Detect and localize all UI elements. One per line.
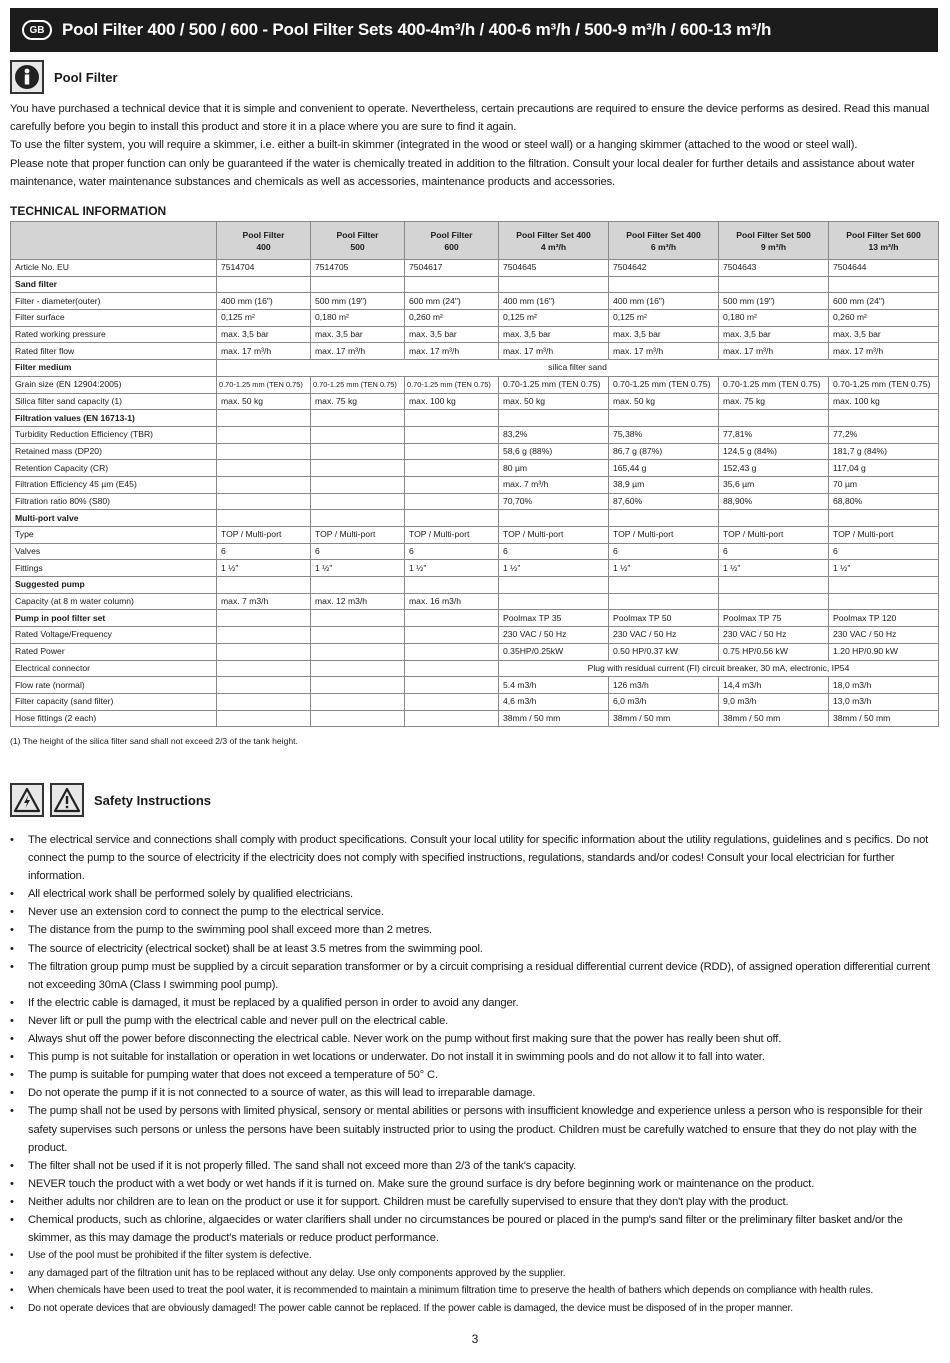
table-cell: max. 7 m³/h: [499, 476, 609, 493]
table-cell: [609, 577, 719, 594]
table-cell: 7504642: [609, 260, 719, 277]
table-cell: 230 VAC / 50 Hz: [499, 627, 609, 644]
table-cell: [311, 493, 405, 510]
table-cell: 38mm / 50 mm: [499, 710, 609, 727]
table-cell: 0.70-1.25 mm (TEN 0.75): [829, 376, 939, 393]
table-cell: [217, 276, 311, 293]
table-cell: max. 17 m³/h: [405, 343, 499, 360]
intro-paragraph: You have purchased a technical device that it is simple and convenient to operate. Nevertheless, certain precautions are required to ensure the device performs as desired. Read this manual carefully before you begin to install this product and store it in a place where you are sure to find it again.: [10, 103, 930, 134]
row-label: Grain size (EN 12904:2005): [11, 376, 217, 393]
table-row: [11, 643, 939, 660]
table-cell: [405, 627, 499, 644]
table-cell: 0,125 m²: [609, 310, 719, 327]
table-cell: 230 VAC / 50 Hz: [829, 627, 939, 644]
list-item: • NEVER touch the product with a wet body or wet hands if it is turned on. Make sure the ground surface is dry before beginning work or maintenance on the product.: [10, 1175, 935, 1193]
table-row: [11, 660, 939, 677]
table-cell: 87,60%: [609, 493, 719, 510]
list-item: • Chemical products, such as chlorine, algaecides or water clarifiers shall under no circumstances be poured or placed in the pump's sand filter or the preliminary filter basket and/or the skimmer, as this may damage the product's materials or reduce product performance.: [10, 1211, 935, 1247]
table-cell: [499, 510, 609, 527]
table-cell: 83,2%: [499, 426, 609, 443]
table-cell: [609, 410, 719, 427]
table-cell: [609, 510, 719, 527]
table-row: [11, 510, 939, 527]
table-cell: [311, 710, 405, 727]
column-header: Pool Filter Set 400 4 m³/h: [499, 222, 609, 260]
table-cell: [217, 627, 311, 644]
table-cell: 7504617: [405, 260, 499, 277]
list-item: • The electrical service and connections shall comply with product specifications. Consult your local utility for specific information about the utility regulations, guidelines and s pecifics. Do not connect the pump to the source of electricity if the electricity does not comply with specified instructions, regulations, standards and/or codes! Consult your local electrician for further information.: [10, 831, 935, 885]
column-header: Pool Filter Set 600 13 m³/h: [829, 222, 939, 260]
table-cell: [499, 593, 609, 610]
table-cell: 0,125 m²: [499, 310, 609, 327]
table-cell: max. 75 kg: [719, 393, 829, 410]
table-cell: max. 17 m³/h: [609, 343, 719, 360]
table-cell: [217, 710, 311, 727]
table-cell: [311, 693, 405, 710]
list-item: • The pump is suitable for pumping water that does not exceed a temperature of 50° C.: [10, 1066, 935, 1084]
table-cell: [829, 577, 939, 594]
table-cell: 6: [719, 543, 829, 560]
table-cell: [217, 476, 311, 493]
table-cell: 1 ½": [217, 560, 311, 577]
list-item: • The filter shall not be used if it is not properly filled. The sand shall not exceed more than 2/3 of the tank's capacity.: [10, 1157, 935, 1175]
table-row: [11, 443, 939, 460]
table-row: [11, 560, 939, 577]
table-cell: 7504645: [499, 260, 609, 277]
table-cell: [499, 276, 609, 293]
table-cell: [829, 410, 939, 427]
info-icon: [10, 60, 44, 94]
table-cell: 1 ½": [499, 560, 609, 577]
row-label: Rated Power: [11, 643, 217, 660]
table-cell: max. 100 kg: [829, 393, 939, 410]
column-header: Pool Filter Set 500 9 m³/h: [719, 222, 829, 260]
row-label: Fittings: [11, 560, 217, 577]
list-item: • Do not operate the pump if it is not connected to a source of water, as this will lead to irreparable damage.: [10, 1084, 935, 1102]
table-cell: 1 ½": [311, 560, 405, 577]
table-row: [11, 627, 939, 644]
table-cell: 126 m3/h: [609, 677, 719, 694]
safety-heading-row: [10, 783, 211, 817]
table-cell: max. 50 kg: [217, 393, 311, 410]
table-cell: 6: [405, 543, 499, 560]
table-cell: 38mm / 50 mm: [829, 710, 939, 727]
table-cell: [405, 660, 499, 677]
table-row: [11, 310, 939, 327]
table-cell: [719, 510, 829, 527]
table-cell: max. 7 m3/h: [217, 593, 311, 610]
table-cell: [405, 443, 499, 460]
row-label: Rated working pressure: [11, 326, 217, 343]
table-cell: 7504643: [719, 260, 829, 277]
list-item: • This pump is not suitable for installation or operation in wet locations or underwater. Do not install it in swimming pools and do not allow it to fall into water.: [10, 1048, 935, 1066]
table-cell: 7514704: [217, 260, 311, 277]
table-row: [11, 410, 939, 427]
row-label: Sand filter: [11, 276, 217, 293]
table-cell: max. 3,5 bar: [719, 326, 829, 343]
table-row: [11, 326, 939, 343]
table-cell: [405, 460, 499, 477]
list-item: • When chemicals have been used to treat the pool water, it is recommended to maintain a minimum filtration time to preserve the health of bathers which depends on compliance with health rules.: [10, 1282, 935, 1300]
table-cell: [217, 577, 311, 594]
table-cell: [311, 460, 405, 477]
table-row: [11, 543, 939, 560]
table-cell: max. 3,5 bar: [499, 326, 609, 343]
table-cell: 1 ½": [829, 560, 939, 577]
table-cell: 13,0 m3/h: [829, 693, 939, 710]
table-cell: max. 50 kg: [499, 393, 609, 410]
table-cell: 5.4 m3/h: [499, 677, 609, 694]
table-cell: 6: [499, 543, 609, 560]
table-cell: 0.70-1.25 mm (TEN 0.75): [719, 376, 829, 393]
table-cell: max. 17 m³/h: [311, 343, 405, 360]
table-cell: max. 17 m³/h: [499, 343, 609, 360]
intro-paragraph: To use the filter system, you will require a skimmer, i.e. either a built-in skimmer (integrated in the wood or steel wall) or a hanging skimmer (attached to the wood or steel wall).: [10, 139, 858, 152]
row-label: Article No. EU: [11, 260, 217, 277]
table-row: [11, 276, 939, 293]
table-cell: 68,80%: [829, 493, 939, 510]
table-cell: max. 3,5 bar: [609, 326, 719, 343]
table-cell: max. 75 kg: [311, 393, 405, 410]
row-label: Valves: [11, 543, 217, 560]
page-title: Pool Filter 400 / 500 / 600 - Pool Filter Sets 400-4m³/h / 400-6 m³/h / 500-9 m³/h / 600-13 m³/h: [62, 20, 772, 39]
table-cell: 0,260 m²: [829, 310, 939, 327]
list-item: • Neither adults nor children are to lean on the product or use it for support. Children must be carefully supervised to ensure that they don't play with the product.: [10, 1193, 935, 1211]
table-cell: [405, 643, 499, 660]
row-label: Filter capacity (sand filter): [11, 693, 217, 710]
row-label: Rated filter flow: [11, 343, 217, 360]
table-cell: [217, 426, 311, 443]
table-row: [11, 260, 939, 277]
table-cell: Poolmax TP 75: [719, 610, 829, 627]
table-cell: 0.75 HP/0.56 kW: [719, 643, 829, 660]
table-cell: 9,0 m3/h: [719, 693, 829, 710]
table-cell: 70 µm: [829, 476, 939, 493]
table-cell: 0.70-1.25 mm (TEN 0.75): [217, 376, 311, 393]
table-cell: [311, 443, 405, 460]
table-row: [11, 360, 939, 377]
table-cell: max. 3,5 bar: [829, 326, 939, 343]
safety-instructions-list: [10, 831, 935, 1318]
table-row: [11, 343, 939, 360]
table-cell: max. 3,5 bar: [311, 326, 405, 343]
table-cell: [405, 610, 499, 627]
table-cell: 500 mm (19"): [719, 293, 829, 310]
row-label: Filter medium: [11, 360, 217, 377]
row-label: Filter - diameter(outer): [11, 293, 217, 310]
table-row: [11, 493, 939, 510]
table-row: [11, 677, 939, 694]
electric-warning-icon: [10, 783, 44, 817]
table-row: [11, 593, 939, 610]
table-cell: TOP / Multi-port: [311, 527, 405, 544]
table-cell: [217, 493, 311, 510]
row-label: Type: [11, 527, 217, 544]
table-cell: 500 mm (19"): [311, 293, 405, 310]
pool-filter-heading: Pool Filter: [54, 69, 118, 85]
table-cell: 181,7 g (84%): [829, 443, 939, 460]
table-cell: [609, 276, 719, 293]
table-cell: 1 ½": [609, 560, 719, 577]
row-label: Turbidity Reduction Efficiency (TBR): [11, 426, 217, 443]
table-cell: [829, 276, 939, 293]
table-cell: 14,4 m3/h: [719, 677, 829, 694]
table-cell: [217, 677, 311, 694]
table-cell: [311, 610, 405, 627]
table-cell: [217, 460, 311, 477]
table-cell: [719, 593, 829, 610]
table-cell: TOP / Multi-port: [499, 527, 609, 544]
row-label: Suggested pump: [11, 577, 217, 594]
table-cell: 600 mm (24"): [405, 293, 499, 310]
table-cell: [311, 677, 405, 694]
table-cell: [405, 577, 499, 594]
list-item: • Never use an extension cord to connect the pump to the electrical service.: [10, 903, 935, 921]
table-cell: max. 3,5 bar: [217, 326, 311, 343]
technical-specs-table: [10, 221, 939, 727]
table-cell: [499, 410, 609, 427]
row-label: Retention Capacity (CR): [11, 460, 217, 477]
table-cell: Poolmax TP 120: [829, 610, 939, 627]
table-cell: max. 100 kg: [405, 393, 499, 410]
list-item: • The pump shall not be used by persons with limited physical, sensory or mental abilities or persons with insufficient knowledge and experience unless a person who is responsible for their safety supervises such persons or unless the persons have been suitably instructed prior to using the product. Children must be carefully watched to ensure that they do not play with the product.: [10, 1102, 935, 1156]
table-cell: [405, 493, 499, 510]
table-cell: [311, 410, 405, 427]
table-cell: 152,43 g: [719, 460, 829, 477]
table-cell: max. 17 m³/h: [719, 343, 829, 360]
table-row: [11, 376, 939, 393]
table-cell: [311, 510, 405, 527]
list-item: • Never lift or pull the pump with the electrical cable and never pull on the electrical cable.: [10, 1012, 935, 1030]
table-cell: max. 12 m3/h: [311, 593, 405, 610]
column-header: Pool Filter 600: [405, 222, 499, 260]
list-item: • any damaged part of the filtration unit has to be replaced without any delay. Use only components approved by the supplier.: [10, 1265, 935, 1283]
table-cell: 86,7 g (87%): [609, 443, 719, 460]
table-cell: [311, 643, 405, 660]
row-label: Hose fittings (2 each): [11, 710, 217, 727]
table-row: [11, 426, 939, 443]
row-label: Silica filter sand capacity (1): [11, 393, 217, 410]
header-bar: [10, 8, 938, 52]
row-label: Multi-port valve: [11, 510, 217, 527]
row-label: Electrical connector: [11, 660, 217, 677]
table-cell: max. 3,5 bar: [405, 326, 499, 343]
intro-text: [10, 100, 930, 191]
column-header: Pool Filter Set 400 6 m³/h: [609, 222, 719, 260]
table-cell: 38,9 µm: [609, 476, 719, 493]
table-cell: 1 ½": [405, 560, 499, 577]
table-cell: 400 mm (16"): [609, 293, 719, 310]
table-cell: TOP / Multi-port: [829, 527, 939, 544]
warning-icon: [50, 783, 84, 817]
table-cell: [217, 443, 311, 460]
table-cell: Poolmax TP 50: [609, 610, 719, 627]
table-cell: 1.20 HP/0.90 kW: [829, 643, 939, 660]
table-cell: [405, 710, 499, 727]
table-cell: 88,90%: [719, 493, 829, 510]
table-cell: [405, 510, 499, 527]
table-cell: max. 17 m³/h: [217, 343, 311, 360]
table-cell: 230 VAC / 50 Hz: [609, 627, 719, 644]
row-label: Retained mass (DP20): [11, 443, 217, 460]
table-cell: 6,0 m3/h: [609, 693, 719, 710]
row-label: Rated Voltage/Frequency: [11, 627, 217, 644]
table-cell: [311, 476, 405, 493]
table-cell: [609, 593, 719, 610]
table-row: [11, 610, 939, 627]
table-cell: 70,70%: [499, 493, 609, 510]
table-cell: 58,6 g (88%): [499, 443, 609, 460]
table-cell: [217, 693, 311, 710]
table-cell: 7504644: [829, 260, 939, 277]
table-cell: max. 50 kg: [609, 393, 719, 410]
table-cell: 4,6 m3/h: [499, 693, 609, 710]
list-item: • The source of electricity (electrical socket) shall be at least 3.5 metres from the swimming pool.: [10, 940, 935, 958]
table-cell: 400 mm (16"): [217, 293, 311, 310]
table-cell: TOP / Multi-port: [217, 527, 311, 544]
row-label: Flow rate (normal): [11, 677, 217, 694]
table-cell: 6: [609, 543, 719, 560]
list-item: • Use of the pool must be prohibited if the filter system is defective.: [10, 1247, 935, 1265]
table-row: [11, 693, 939, 710]
table-cell: 38mm / 50 mm: [719, 710, 829, 727]
table-cell: 0.50 HP/0.37 kW: [609, 643, 719, 660]
table-cell: 0,260 m²: [405, 310, 499, 327]
table-cell: 0.70-1.25 mm (TEN 0.75): [499, 376, 609, 393]
table-cell: [719, 577, 829, 594]
table-cell: 77,2%: [829, 426, 939, 443]
safety-heading: Safety Instructions: [94, 792, 212, 808]
list-item: • If the electric cable is damaged, it must be replaced by a qualified person in order to avoid any danger.: [10, 994, 935, 1012]
table-cell: [405, 693, 499, 710]
table-cell: [719, 276, 829, 293]
table-cell: [719, 410, 829, 427]
column-header: Pool Filter 400: [217, 222, 311, 260]
table-header-row: [11, 222, 939, 260]
table-cell: 80 µm: [499, 460, 609, 477]
table-cell: Plug with residual current (FI) circuit breaker, 30 mA, electronic, IP54: [499, 660, 939, 677]
list-item: • The distance from the pump to the swimming pool shall exceed more than 2 metres.: [10, 921, 935, 939]
table-cell: 35,6 µm: [719, 476, 829, 493]
row-label: Filtration values (EN 16713-1): [11, 410, 217, 427]
table-cell: [405, 677, 499, 694]
table-cell: [217, 643, 311, 660]
table-cell: 0.70-1.25 mm (TEN 0.75): [311, 376, 405, 393]
table-cell: [405, 476, 499, 493]
table-cell: 400 mm (16"): [499, 293, 609, 310]
pool-filter-heading-row: [10, 60, 118, 94]
table-cell: 38mm / 50 mm: [609, 710, 719, 727]
table-cell: [405, 276, 499, 293]
table-cell: [499, 577, 609, 594]
table-cell: [311, 660, 405, 677]
table-cell: max. 17 m³/h: [829, 343, 939, 360]
table-cell: 165,44 g: [609, 460, 719, 477]
table-cell: [217, 510, 311, 527]
table-cell: [311, 276, 405, 293]
table-cell: max. 16 m3/h: [405, 593, 499, 610]
table-cell: [217, 410, 311, 427]
table-cell: 0.70-1.25 mm (TEN 0.75): [405, 376, 499, 393]
row-label: Capacity (at 8 m water column): [11, 593, 217, 610]
table-row: [11, 460, 939, 477]
table-row: [11, 293, 939, 310]
table-cell: [829, 510, 939, 527]
technical-information-title: TECHNICAL INFORMATION: [10, 204, 167, 218]
list-item: • Always shut off the power before disconnecting the electrical cable. Never work on the pump without first making sure that the power has really been shut off.: [10, 1030, 935, 1048]
page-number: 3: [471, 1332, 479, 1346]
table-cell: 6: [217, 543, 311, 560]
table-cell: 0.70-1.25 mm (TEN 0.75): [609, 376, 719, 393]
table-row: [11, 710, 939, 727]
table-cell: 77,81%: [719, 426, 829, 443]
intro-paragraph: Please note that proper function can only be guaranteed if the water is chemically treated in addition to the filtration. Consult your local dealer for further details and assistance about water maintenance, water maintenance substances and chemicals as well as accessories, maintenance products and accessories.: [10, 157, 915, 188]
table-cell: TOP / Multi-port: [405, 527, 499, 544]
table-cell: silica filter sand: [217, 360, 939, 377]
table-cell: 75,38%: [609, 426, 719, 443]
language-badge: GB: [22, 20, 52, 40]
table-cell: 0,180 m²: [311, 310, 405, 327]
row-label: Filtration ratio 80% (S80): [11, 493, 217, 510]
table-row: [11, 527, 939, 544]
table-row: [11, 476, 939, 493]
table-footnote: (1) The height of the silica filter sand shall not exceed 2/3 of the tank height.: [10, 736, 298, 746]
table-cell: [311, 577, 405, 594]
table-cell: 1 ½": [719, 560, 829, 577]
table-cell: [405, 410, 499, 427]
table-cell: 6: [829, 543, 939, 560]
table-cell: [217, 610, 311, 627]
table-cell: 600 mm (24"): [829, 293, 939, 310]
row-label: Filtration Efficiency 45 µm (E45): [11, 476, 217, 493]
table-cell: 0.35HP/0.25kW: [499, 643, 609, 660]
table-cell: 117,04 g: [829, 460, 939, 477]
table-cell: Poolmax TP 35: [499, 610, 609, 627]
row-label: Pump in pool filter set: [11, 610, 217, 627]
table-cell: [217, 660, 311, 677]
column-header: [11, 222, 217, 260]
table-cell: [829, 593, 939, 610]
table-cell: 7514705: [311, 260, 405, 277]
row-label: Filter surface: [11, 310, 217, 327]
table-row: [11, 577, 939, 594]
table-cell: 0,125 m²: [217, 310, 311, 327]
table-cell: 6: [311, 543, 405, 560]
table-cell: [311, 426, 405, 443]
list-item: • The filtration group pump must be supplied by a circuit separation transformer or by a circuit comprising a residual differential current device (RDD), of assigned operation differential current not exceeding 30mA (Class I swimming pool pump).: [10, 958, 935, 994]
table-cell: TOP / Multi-port: [719, 527, 829, 544]
table-cell: [311, 627, 405, 644]
table-cell: TOP / Multi-port: [609, 527, 719, 544]
table-cell: 18,0 m3/h: [829, 677, 939, 694]
table-row: [11, 393, 939, 410]
table-cell: 124,5 g (84%): [719, 443, 829, 460]
table-cell: [405, 426, 499, 443]
table-cell: 230 VAC / 50 Hz: [719, 627, 829, 644]
table-cell: 0,180 m²: [719, 310, 829, 327]
list-item: • All electrical work shall be performed solely by qualified electricians.: [10, 885, 935, 903]
list-item: • Do not operate devices that are obviously damaged! The power cable cannot be replaced. If the power cable is damaged, the device must be disposed of in the proper manner.: [10, 1300, 935, 1318]
column-header: Pool Filter 500: [311, 222, 405, 260]
